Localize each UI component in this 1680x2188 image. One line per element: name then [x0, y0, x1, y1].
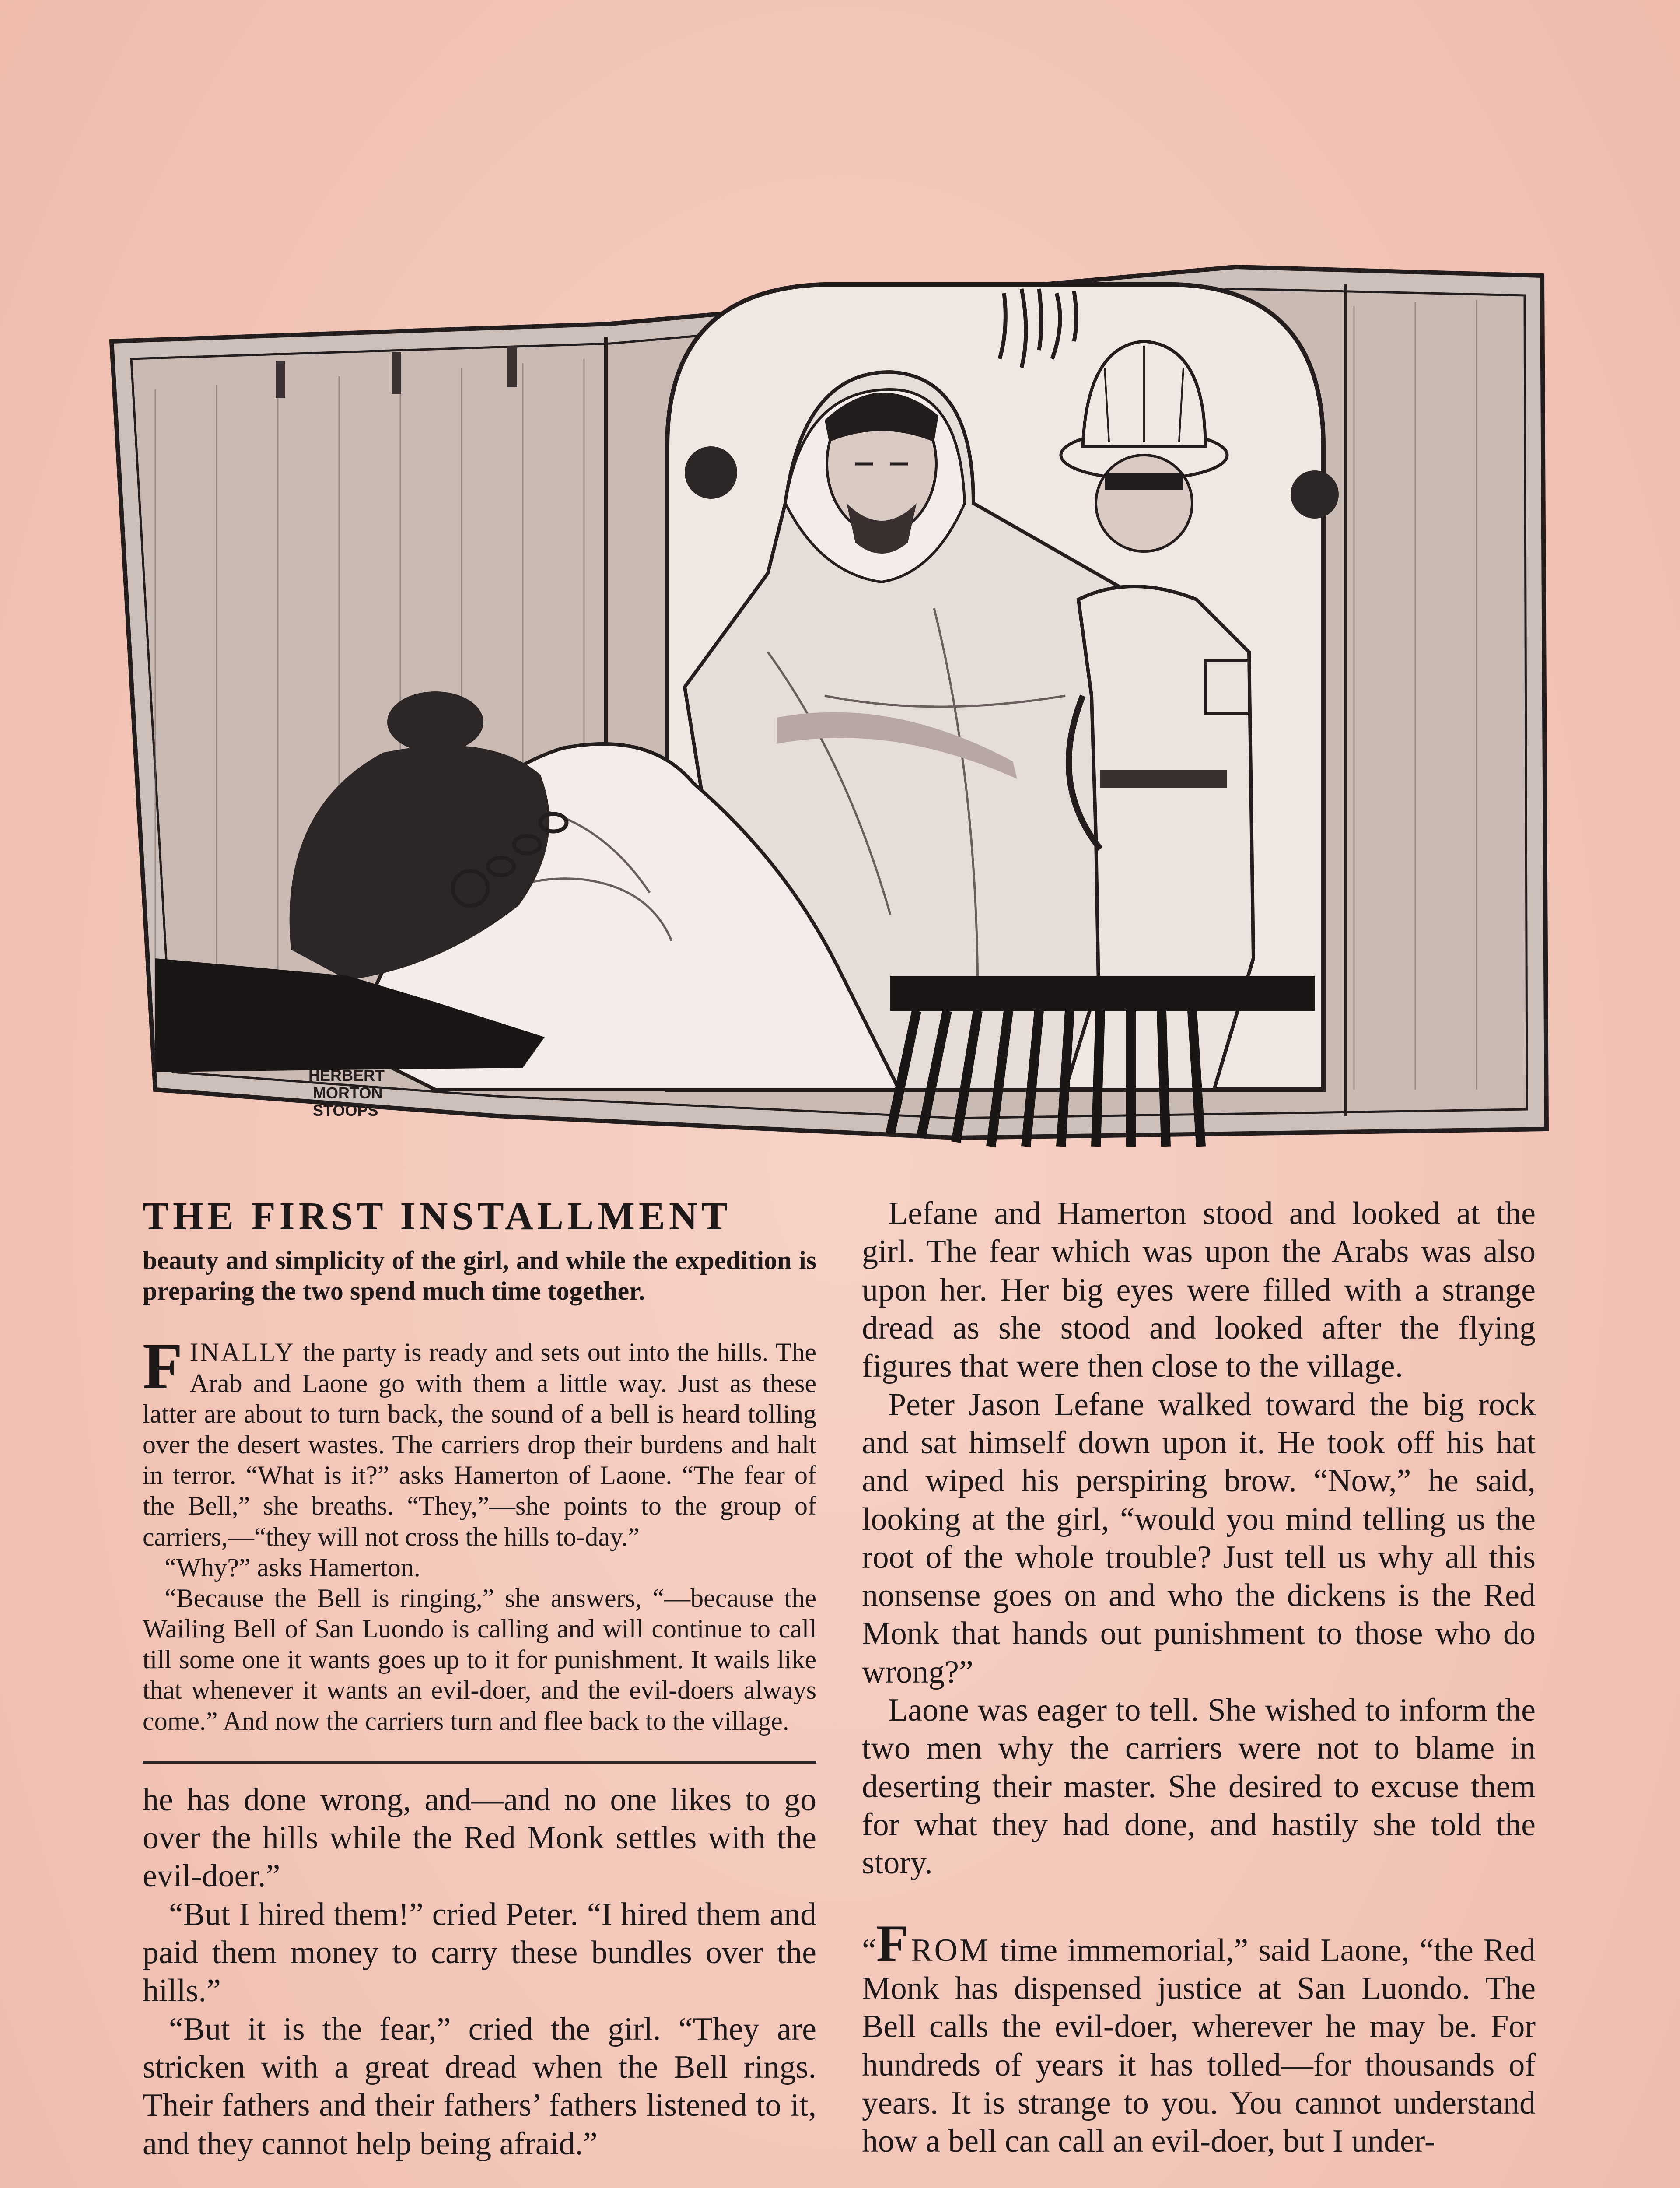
story-paragraph: Laone was eager to tell. She wished to inform the two men why the carriers were not to blame in deserting their master. She desired to excuse them for what they had done, and hastily she told the story.	[862, 1692, 1536, 1881]
svg-text:STOOPS: STOOPS	[313, 1101, 378, 1119]
background-figure-head-right	[1291, 470, 1339, 519]
story-paragraph-dropcap	[862, 1914, 1536, 2161]
synopsis-paragraph-1	[143, 1330, 816, 1552]
illustration-drawing	[103, 258, 1560, 1155]
story-paragraph: Peter Jason Lefane walked toward the big rock and sat himself down upon it. He took off his hat and wiped his perspiring brow. “Now,” he said, looking at the girl, “would you mind telling us the root of the whole trouble? Just tell us why all this nonsense goes on and who the dickens is the Red Monk that hands out punishment to those who do wrong?”	[862, 1386, 1536, 1690]
story-paragraph: he has done wrong, and—and no one likes to go over the hills while the Red Monk settles with the evil-doer.”	[143, 1781, 816, 1894]
right-column	[862, 1195, 1536, 2188]
story-left	[143, 1781, 816, 2163]
story-illustration	[103, 258, 1560, 1155]
synopsis-paragraph-3: “Because the Bell is ringing,” she answers, “—because the Wailing Bell of San Luondo is calling and will continue to call till some one it wants goes up to it for punishment. It wails like that whenever it wants an evil-doer, and the evil-doers always come.” And now the carriers turn and flee back to the village.	[143, 1583, 816, 1736]
synopsis	[143, 1245, 816, 1736]
story-paragraph: “But I hired them!” cried Peter. “I hired them and paid them money to carry these bundles over the hills.”	[143, 1896, 816, 2009]
drop-cap: F	[143, 1330, 183, 1403]
story-paragraph: Lefane and Hamerton stood and looked at the girl. The fear which was upon the Arabs was also upon her. Her big eyes were filled with a strange dread as she stood and looked after the flying figures that were then close to the village.	[862, 1196, 1536, 1385]
paragraph-text: time immemorial,” said Laone, “the Red Monk has dispensed justice at San Luondo. The Bell calls the evil-doer, wherever he may be. For hundreds of years it has tolled—for thousands of years. It is strange to you. You cannot understand how a bell can call an evil-doer, but I under-	[862, 1932, 1536, 2160]
soldier-belt	[1100, 770, 1227, 788]
story-right	[862, 1195, 1536, 2161]
svg-text:MORTON: MORTON	[313, 1084, 383, 1102]
background-figure-head	[685, 446, 737, 499]
synopsis-paragraph-2: “Why?” asks Hamerton.	[164, 1553, 420, 1582]
paragraph-text: the party is ready and sets out into the hills. The Arab and Laone go with them a little way. Just as these latter are about to turn back, the sound of a bell is heard tolling over the desert wastes. The carriers drop their burdens and halt in terror. “What is it?” asks Hamerton of Laone. “The fear of the Bell,” she breaths. “They,”—she points to the group of carriers,—“they will not cross the hills to-day.”	[143, 1338, 816, 1551]
story-paragraph: “But it is the fear,” cried the girl. “They are stricken with a great dread when the Bell rings. Their fathers and their fathers’ fathers listened to it, and they cannot help being afraid.”	[143, 2011, 816, 2162]
drop-cap: F	[876, 1914, 909, 1972]
lead-word: INALLY	[189, 1338, 295, 1367]
synopsis-intro: beauty and simplicity of the girl, and while the expedition is preparing the two spend much time together.	[143, 1246, 816, 1306]
section-divider	[143, 1761, 816, 1764]
synopsis-heading: THE FIRST INSTALLMENT	[143, 1195, 732, 1238]
open-quote: “	[862, 1932, 876, 1968]
left-column	[143, 1195, 816, 2188]
svg-text:HERBERT: HERBERT	[308, 1066, 385, 1084]
lead-word: ROM	[911, 1932, 990, 1968]
artist-signature	[308, 1066, 385, 1119]
